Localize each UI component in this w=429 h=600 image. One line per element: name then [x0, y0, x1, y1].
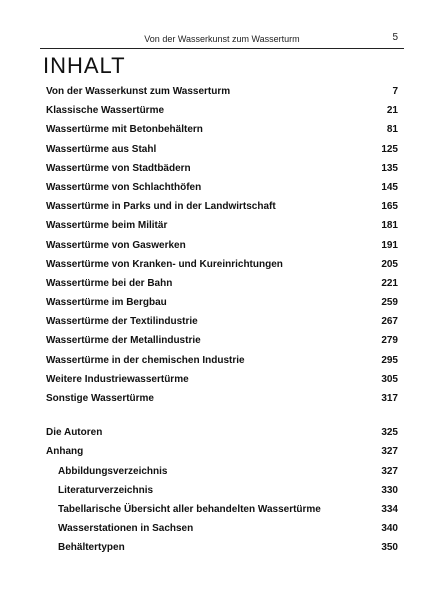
toc-entry: [46, 259, 398, 278]
toc-entry-title: Wassertürme der Metallindustrie: [46, 335, 201, 347]
toc-subentry-page: 350: [381, 542, 398, 554]
toc-entry: [46, 297, 398, 316]
running-header: [40, 30, 404, 49]
toc-entry-title: Wassertürme beim Militär: [46, 220, 168, 232]
toc-subentry: [46, 523, 398, 542]
toc-entry-title: Von der Wasserkunst zum Wasserturm: [46, 86, 231, 97]
running-header-title: Von der Wasserkunst zum Wasserturm: [144, 34, 300, 44]
toc-entry-page: 325: [381, 427, 398, 439]
toc-subentry-title: Behältertypen: [58, 542, 125, 554]
toc-entry-title: Klassische Wassertürme: [46, 105, 165, 117]
toc-entry-page: 21: [386, 105, 398, 117]
toc-entry-page: 181: [381, 220, 398, 232]
toc-entry-page: 125: [381, 143, 398, 155]
toc-entry-page: 165: [381, 201, 398, 213]
toc-entry: [46, 124, 398, 143]
toc-entry-page: 205: [381, 258, 398, 270]
toc-entry-title: Wassertürme von Stadtbädern: [46, 162, 191, 174]
toc-entry-page: 279: [381, 335, 398, 347]
toc-entry: [46, 220, 398, 239]
table-of-contents: [46, 86, 398, 562]
page-number: 5: [392, 32, 398, 43]
toc-entry: [46, 163, 398, 182]
toc-entry-page: 317: [381, 393, 398, 404]
toc-entry-page: 135: [381, 162, 398, 174]
toc-entry-page: 191: [381, 239, 398, 251]
toc-entry-appendix: [46, 446, 398, 465]
toc-entry-title: Wassertürme in Parks und in der Landwirtschaft: [46, 201, 276, 213]
toc-entry: [46, 86, 398, 105]
toc-entry: [46, 278, 398, 297]
toc-entry-page: 81: [386, 124, 398, 136]
toc-subentry: [46, 485, 398, 504]
toc-subentry-title: Literaturverzeichnis: [58, 484, 154, 496]
toc-subentry-page: 327: [381, 465, 398, 477]
toc-entry: [46, 335, 398, 354]
toc-entry: [46, 240, 398, 259]
toc-entry-title: Wassertürme von Schlachthöfen: [46, 181, 202, 193]
toc-heading: INHALT: [43, 53, 126, 78]
toc-entry-title: Wassertürme bei der Bahn: [46, 277, 173, 289]
toc-subentry-page: 330: [381, 484, 398, 496]
toc-subentry: [46, 542, 398, 561]
toc-entry-page: 7: [392, 86, 398, 97]
toc-entry-title: Weitere Industriewassertürme: [46, 373, 189, 385]
toc-subentry: [46, 504, 398, 523]
toc-entry-page: 267: [381, 316, 398, 328]
toc-entry: [46, 105, 398, 124]
toc-entry-title: Wassertürme aus Stahl: [46, 143, 157, 155]
toc-entry-page: 221: [381, 277, 398, 289]
toc-entry: [46, 316, 398, 335]
toc-subentry-page: 340: [381, 523, 398, 535]
toc-entry-title: Sonstige Wassertürme: [46, 393, 154, 404]
toc-entry: [46, 201, 398, 220]
toc-entry: [46, 144, 398, 163]
toc-subentry-title: Tabellarische Übersicht aller behandelten Wassertürme: [58, 503, 321, 515]
toc-entry-title: Wassertürme in der chemischen Industrie: [46, 354, 245, 366]
toc-entry: [46, 355, 398, 374]
toc-entry-title: Wassertürme mit Betonbehältern: [46, 124, 203, 136]
toc-entry: [46, 182, 398, 201]
toc-entry-title: Wassertürme der Textilindustrie: [46, 316, 198, 328]
toc-entry-title: Die Autoren: [46, 427, 103, 439]
toc-entry-page: 259: [381, 297, 398, 309]
toc-entry-authors: [46, 427, 398, 446]
toc-entry-page: 327: [381, 446, 398, 458]
toc-subentry: [46, 466, 398, 485]
toc-entry-title: Wassertürme von Kranken- und Kureinrichtungen: [46, 258, 283, 270]
toc-entry-title: Wassertürme von Gaswerken: [46, 239, 186, 251]
toc-entry-title: Wassertürme im Bergbau: [46, 297, 167, 309]
toc-subentry-title: Wasserstationen in Sachsen: [58, 523, 194, 535]
toc-entry-page: 145: [381, 181, 398, 193]
toc-entry-page: 305: [381, 373, 398, 385]
toc-subentry-title: Abbildungsverzeichnis: [58, 465, 168, 477]
section-spacer: [46, 412, 398, 427]
toc-entry-title: Anhang: [46, 446, 84, 458]
toc-subentry-page: 334: [381, 503, 398, 515]
toc-entry: [46, 393, 398, 412]
toc-entry-page: 295: [381, 354, 398, 366]
toc-entry: [46, 374, 398, 393]
